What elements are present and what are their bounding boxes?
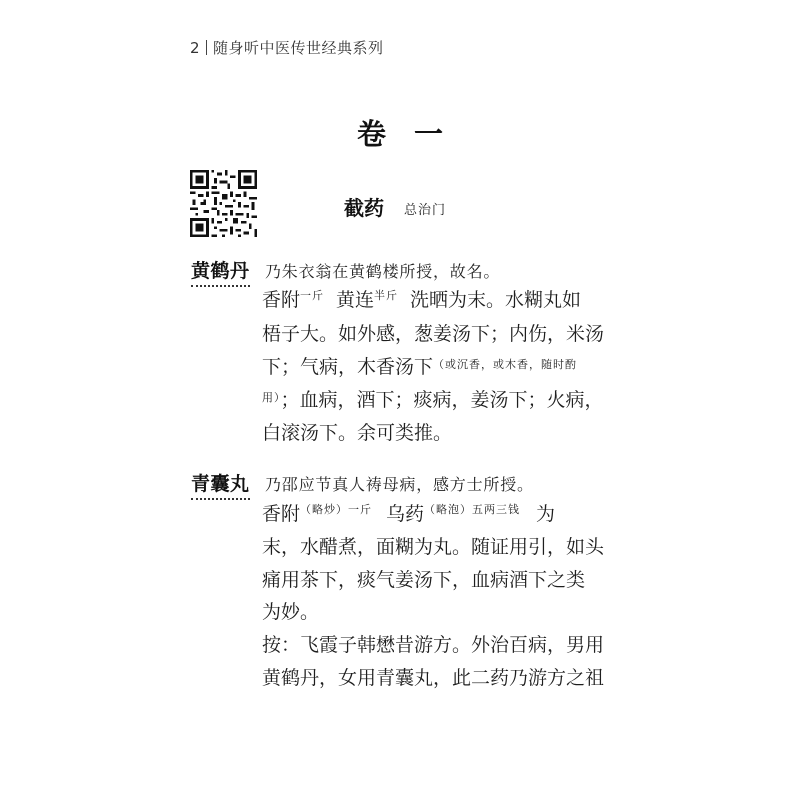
page-number: 2 [190, 39, 201, 57]
text-line: 下；气病，木香汤下$^{(或沉香,或木香,随时酌}$ [262, 356, 578, 378]
text-line: 香附$^{(略炒)一斤}$ 乌药$^{(略泡)五两三钱}$ 为 [262, 503, 556, 525]
volume-char-1: 卷 [356, 117, 386, 151]
qr-code-icon[interactable] [190, 170, 257, 237]
section-title: 截药 [344, 196, 384, 220]
header-divider [206, 40, 207, 55]
prescription-name: 青囊丸 [191, 469, 250, 500]
text-line: 黄鹤丹，女用青囊丸，此二药乃游方之祖 [262, 667, 605, 689]
prescription-origin: 乃朱衣翁在黄鹤楼所授，故名。 [265, 262, 501, 281]
text-line: 末，水醋煮，面糊为丸。随证用引，如头 [262, 536, 605, 558]
text-line: 按：飞霞子韩懋昔游方。外治百病，男用 [262, 634, 605, 656]
section-subtitle: 总治门 [404, 203, 447, 218]
text-line: 为妙。 [262, 601, 320, 623]
text-line: 痛用茶下，痰气姜汤下，血病酒下之类 [262, 569, 586, 591]
text-line: 香附$^{一斤}$ 黄连$^{半斤}$ 洗晒为末。水糊丸如 [262, 289, 582, 311]
volume-title [0, 112, 800, 153]
volume-char-2: 一 [414, 117, 444, 151]
text-line: $^{用)}$；血病，酒下；痰病，姜汤下；火病， [262, 389, 604, 411]
text-line: 白滚汤下。余可类推。 [262, 422, 453, 444]
text-line: 梧子大。如外感，葱姜汤下；内伤，米汤 [262, 323, 605, 345]
running-header [190, 37, 384, 58]
prescription-name: 黄鹤丹 [191, 256, 250, 287]
prescription-origin: 乃邵应节真人祷母病，感方士所授。 [265, 475, 534, 494]
series-title: 随身听中医传世经典系列 [213, 39, 384, 57]
